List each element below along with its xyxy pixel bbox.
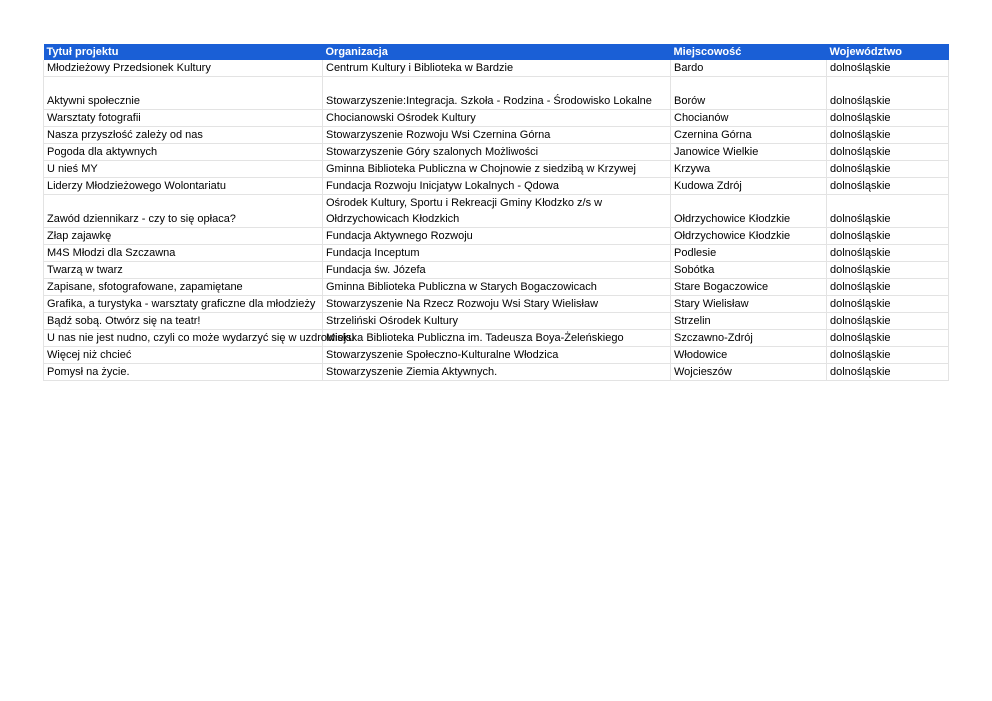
cell-town: Bardo — [671, 60, 827, 77]
table-row — [44, 364, 949, 381]
cell-organization: Fundacja Inceptum — [323, 245, 671, 262]
table-row — [44, 245, 949, 262]
cell-voivodeship: dolnośląskie — [827, 144, 949, 161]
header-row — [44, 44, 949, 60]
cell-voivodeship: dolnośląskie — [827, 127, 949, 144]
cell-town: Borów — [671, 77, 827, 110]
cell-project-title: Nasza przyszłość zależy od nas — [44, 127, 323, 144]
cell-organization: Gminna Biblioteka Publiczna w Starych Bogaczowicach — [323, 279, 671, 296]
table-row — [44, 347, 949, 364]
table-body — [44, 60, 949, 381]
table-row — [44, 144, 949, 161]
cell-voivodeship: dolnośląskie — [827, 110, 949, 127]
cell-organization: Stowarzyszenie Na Rzecz Rozwoju Wsi Stary Wielisław — [323, 296, 671, 313]
cell-project-title: Zapisane, sfotografowane, zapamiętane — [44, 279, 323, 296]
cell-organization: Gminna Biblioteka Publiczna w Chojnowie z siedzibą w Krzywej — [323, 161, 671, 178]
cell-project-title: Twarzą w twarz — [44, 262, 323, 279]
table-row — [44, 195, 949, 228]
table-row — [44, 279, 949, 296]
cell-town: Strzelin — [671, 313, 827, 330]
table-row — [44, 127, 949, 144]
table-row — [44, 161, 949, 178]
cell-town: Podlesie — [671, 245, 827, 262]
cell-voivodeship: dolnośląskie — [827, 296, 949, 313]
header-organization: Organizacja — [323, 44, 671, 60]
cell-organization: Fundacja św. Józefa — [323, 262, 671, 279]
cell-project-title: Warsztaty fotografii — [44, 110, 323, 127]
cell-voivodeship: dolnośląskie — [827, 330, 949, 347]
cell-voivodeship: dolnośląskie — [827, 279, 949, 296]
table-row — [44, 77, 949, 110]
cell-organization: Stowarzyszenie Społeczno-Kulturalne Włodzica — [323, 347, 671, 364]
cell-project-title: Grafika, a turystyka - warsztaty graficzne dla młodzieży — [44, 296, 323, 313]
cell-voivodeship: dolnośląskie — [827, 195, 949, 228]
cell-project-title: U nas nie jest nudno, czyli co może wydarzyć się w uzdrowisku — [44, 330, 323, 347]
projects-table — [43, 44, 949, 381]
cell-project-title: Więcej niż chcieć — [44, 347, 323, 364]
cell-organization: Strzeliński Ośrodek Kultury — [323, 313, 671, 330]
cell-project-title: Zawód dziennikarz - czy to się opłaca? — [44, 195, 323, 228]
cell-town: Wojcieszów — [671, 364, 827, 381]
cell-project-title: M4S Młodzi dla Szczawna — [44, 245, 323, 262]
cell-town: Stary Wielisław — [671, 296, 827, 313]
cell-voivodeship: dolnośląskie — [827, 364, 949, 381]
table-row — [44, 262, 949, 279]
cell-project-title: Aktywni społecznie — [44, 77, 323, 110]
cell-project-title: Złap zajawkę — [44, 228, 323, 245]
cell-voivodeship: dolnośląskie — [827, 347, 949, 364]
cell-town: Chocianów — [671, 110, 827, 127]
cell-organization: Ośrodek Kultury, Sportu i Rekreacji Gminy Kłodzko z/s w Ołdrzychowicach Kłodzkich — [323, 195, 671, 228]
cell-organization: Stowarzyszenie:Integracja. Szkoła - Rodzina - Środowisko Lokalne — [323, 77, 671, 110]
cell-town: Sobótka — [671, 262, 827, 279]
cell-town: Stare Bogaczowice — [671, 279, 827, 296]
cell-voivodeship: dolnośląskie — [827, 228, 949, 245]
cell-organization: Stowarzyszenie Rozwoju Wsi Czernina Górna — [323, 127, 671, 144]
cell-town: Szczawno-Zdrój — [671, 330, 827, 347]
table-row — [44, 110, 949, 127]
cell-organization: Fundacja Rozwoju Inicjatyw Lokalnych - Qdowa — [323, 178, 671, 195]
cell-project-title: Liderzy Młodzieżowego Wolontariatu — [44, 178, 323, 195]
cell-town: Ołdrzychowice Kłodzkie — [671, 228, 827, 245]
table-row — [44, 296, 949, 313]
table-row — [44, 313, 949, 330]
cell-town: Włodowice — [671, 347, 827, 364]
cell-voivodeship: dolnośląskie — [827, 245, 949, 262]
cell-project-title: Bądź sobą. Otwórz się na teatr! — [44, 313, 323, 330]
cell-organization: Centrum Kultury i Biblioteka w Bardzie — [323, 60, 671, 77]
cell-project-title: U nieś MY — [44, 161, 323, 178]
cell-voivodeship: dolnośląskie — [827, 77, 949, 110]
cell-voivodeship: dolnośląskie — [827, 313, 949, 330]
cell-town: Czernina Górna — [671, 127, 827, 144]
table-row — [44, 60, 949, 77]
cell-voivodeship: dolnośląskie — [827, 178, 949, 195]
cell-town: Ołdrzychowice Kłodzkie — [671, 195, 827, 228]
header-town: Miejscowość — [671, 44, 827, 60]
cell-organization: Stowarzyszenie Ziemia Aktywnych. — [323, 364, 671, 381]
cell-town: Krzywa — [671, 161, 827, 178]
table-row — [44, 330, 949, 347]
cell-project-title: Pomysł na życie. — [44, 364, 323, 381]
header-project-title: Tytuł projektu — [44, 44, 323, 60]
table-row — [44, 178, 949, 195]
cell-voivodeship: dolnośląskie — [827, 60, 949, 77]
header-voivodeship: Województwo — [827, 44, 949, 60]
cell-project-title: Młodzieżowy Przedsionek Kultury — [44, 60, 323, 77]
cell-voivodeship: dolnośląskie — [827, 262, 949, 279]
cell-project-title: Pogoda dla aktywnych — [44, 144, 323, 161]
cell-organization: Fundacja Aktywnego Rozwoju — [323, 228, 671, 245]
cell-organization: Chocianowski Ośrodek Kultury — [323, 110, 671, 127]
cell-organization: Miejska Biblioteka Publiczna im. Tadeusza Boya-Żeleńskiego — [323, 330, 671, 347]
cell-town: Kudowa Zdrój — [671, 178, 827, 195]
cell-organization: Stowarzyszenie Góry szalonych Możliwości — [323, 144, 671, 161]
cell-town: Janowice Wielkie — [671, 144, 827, 161]
cell-voivodeship: dolnośląskie — [827, 161, 949, 178]
table-row — [44, 228, 949, 245]
